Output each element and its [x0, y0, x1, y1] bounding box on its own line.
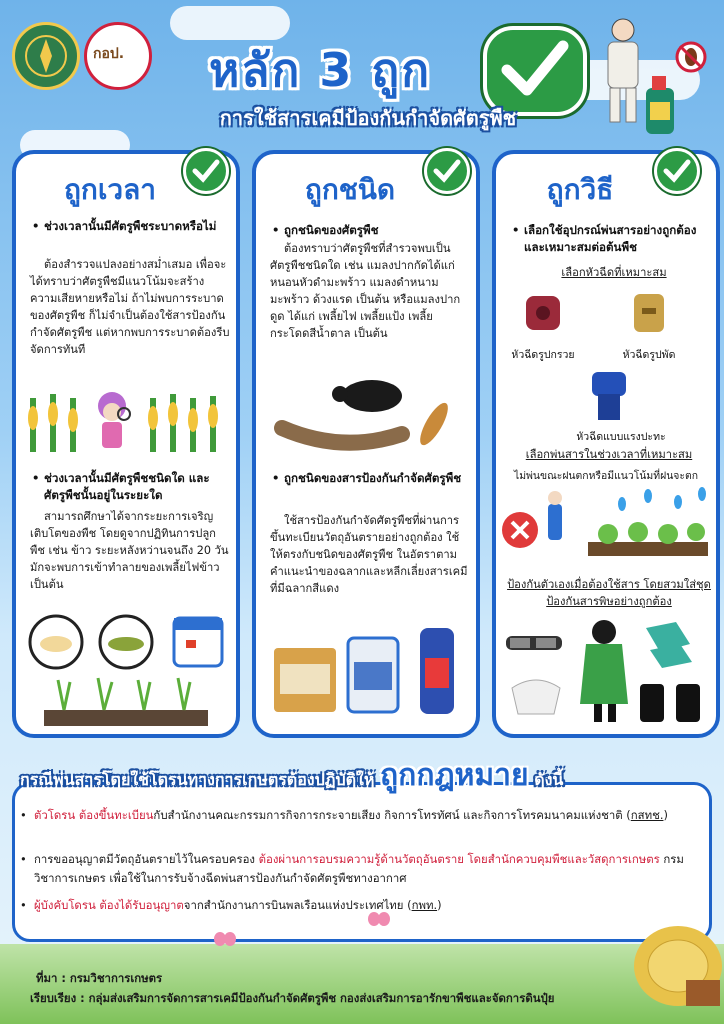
protective-equipment-illustration [500, 614, 712, 724]
protect-note: ป้องกันตัวเองเมื่อต้องใช้สาร โดยสวมใส่ชุดป้องกันสารพิษอย่างถูกต้อง [507, 578, 711, 608]
rule-highlight: ผู้บังคับโดรน ต้องได้รับอนุญาต [34, 898, 184, 912]
check-icon [183, 148, 229, 194]
rice-seedlings-illustration [44, 672, 208, 726]
panel-heading: ถูกชนิด [304, 173, 396, 206]
panel-heading: ถูกวิธี [546, 173, 614, 206]
item-title: • ช่วงเวลานั้นมีศัตรูพืชชนิดใด และศัตรูพืชนั้นอยู่ในระยะใด [44, 470, 230, 504]
item-body: สามารถศึกษาได้จากระยะการเจริญเติบโตของพืช โดยดูจากปฏิทินการปลูกพืช เช่น ข้าว ระยะหลังหว่านจนถึง 20 วัน มักจะพบการเข้าทำลายของเพลี้ยไฟข้าว เป็นต้น [30, 510, 229, 591]
nozzle-caption: หัวฉีดรูปพัด [622, 349, 676, 361]
insects-calendar-illustration [26, 612, 232, 672]
drone-heading [20, 752, 710, 792]
drone-rule-1 [34, 806, 694, 825]
item-title: • เลือกใช้อุปกรณ์พ่นสารอย่างถูกต้อง และเหมาะสมต่อต้นพืช [524, 222, 708, 256]
rule-text-end: ) [437, 898, 442, 912]
kop-logo [84, 22, 152, 90]
item-title: • ถูกชนิดของสารป้องกันกำจัดศัตรูพืช [284, 470, 470, 487]
timing-note: ไม่พ่นขณะฝนตกหรือมีแนวโน้มที่ฝนจะตก [513, 470, 699, 482]
panel-heading: ถูกเวลา [63, 173, 157, 206]
rule-text-end: ) [663, 808, 668, 822]
timing-heading: เลือกพ่นสารในช่วงเวลาที่เหมาะสม [525, 448, 693, 461]
rule-text: จากสำนักงานการบินพลเรือนแห่งประเทศไทย ( [183, 898, 412, 912]
rule-highlight: ตัวโดรน ต้องขึ้นทะเบียน [34, 808, 154, 822]
drone-rule-3 [34, 896, 694, 915]
page-subtitle: การใช้สารเคมีป้องกันกำจัดศัตรูพืช [219, 106, 517, 130]
nozzle-heading: เลือกหัวฉีดที่เหมาะสม [561, 266, 667, 279]
no-spray-in-rain-illustration [498, 486, 712, 564]
spray-bottle-icon [640, 64, 680, 136]
check-icon [424, 148, 470, 194]
drone-heading-emphasis: ถูกกฎหมาย [380, 758, 529, 793]
footer-source: ที่มา : กรมวิชาการเกษตร [36, 971, 163, 985]
cone-nozzle-icon [520, 290, 566, 336]
butterfly-icon [368, 910, 390, 928]
page-title: หลัก 3 ถูก [208, 43, 432, 97]
item-body: ต้องทราบว่าศัตรูพืชที่สำรวจพบเป็นศัตรูพืชชนิดใด เช่น แมลงปากกัดได้แก่ หนอนหัวดำมะพร้าว แมลงดำหนามมะพร้าว ด้วงแรด เป็นต้น หรือแมลงปากดูด ได้แก่ เพลี้ยไฟ เพลี้ยแป้ง เพลี้ยกระโดดสีน้ำตาล เป็นต้น [270, 242, 461, 340]
check-icon [654, 148, 700, 194]
rule-abbr: กพท. [411, 898, 438, 912]
item-title: • ถูกชนิดของศัตรูพืช [284, 222, 470, 239]
nozzle-caption: หัวฉีดแบบแรงปะทะ [576, 431, 666, 443]
drone-rule-2 [34, 850, 694, 888]
rule-abbr: กสทช. [630, 808, 664, 822]
doa-logo [12, 22, 80, 90]
butterfly-icon [214, 930, 236, 948]
fan-nozzle-icon [626, 290, 672, 336]
no-insect-icon [674, 40, 708, 74]
drone-heading-text: กรณีพ่นสารโดยใช้โดรนทางการเกษตรต้องปฏิบัติให้ [20, 770, 375, 789]
item-body: ใช้สารป้องกันกำจัดศัตรูพืชที่ผ่านการขึ้นทะเบียนวัตถุอันตรายอย่างถูกต้อง ใช้ให้ตรงกับชนิดของศัตรูพืช ในอัตราตามคำแนะนำของฉลากและหลีกเลี่ยงสารเคมีที่มีฉลากสีแดง [270, 514, 468, 595]
chemical-products-illustration [270, 624, 470, 720]
item-title: • ช่วงเวลานั้นมีศัตรูพืชระบาดหรือไม่ [44, 218, 230, 235]
logo-text: กอป. [93, 46, 125, 62]
rule-highlight: ต้องผ่านการอบรมความรู้ด้านวัตถุอันตราย โดยสำนักควบคุมพืชและวัสดุการเกษตร [258, 852, 660, 866]
impact-nozzle-icon [584, 368, 634, 426]
item-body: ต้องสำรวจแปลงอย่างสม่ำเสมอ เพื่อจะได้ทราบว่าศัตรูพืชมีแนวโน้มจะสร้างความเสียหายหรือไม่ ถ้าไม่พบการระบาดของศัตรูพืช ก็ไม่จำเป็นต้องใช้สารป้องกันกำจัดศัตรูพืช แต่หากพบการระบาดต้องรีบจัดการทันที [30, 258, 230, 356]
rule-text: การขออนุญาตมีวัตถุอันตรายไว้ในครอบครอง [34, 852, 259, 866]
pest-insects-illustration [272, 372, 468, 458]
footer-compiled: เรียบเรียง : กลุ่มส่งเสริมการจัดการสารเคมีป้องกันกำจัดศัตรูพืช กองส่งเสริมการอารักขาพืชและจัดการดินปุ๋ย [30, 991, 555, 1005]
corn-field-illustration [20, 388, 232, 458]
rule-text: กับสำนักงานคณะกรรมการกิจการกระจายเสียง กิจการโทรทัศน์ และกิจการโทรคมนาคมแห่งชาติ ( [153, 808, 631, 822]
nozzle-caption: หัวฉีดรูปกรวย [511, 349, 575, 361]
drone-heading-suffix: ดังนี้ [534, 770, 564, 789]
rule-text: กรมวิชาการเกษตร เพื่อใช้ในการรับจ้างฉีดพ่นสารป้องกันกำจัดศัตรูพืชทางอากาศ [34, 852, 684, 885]
